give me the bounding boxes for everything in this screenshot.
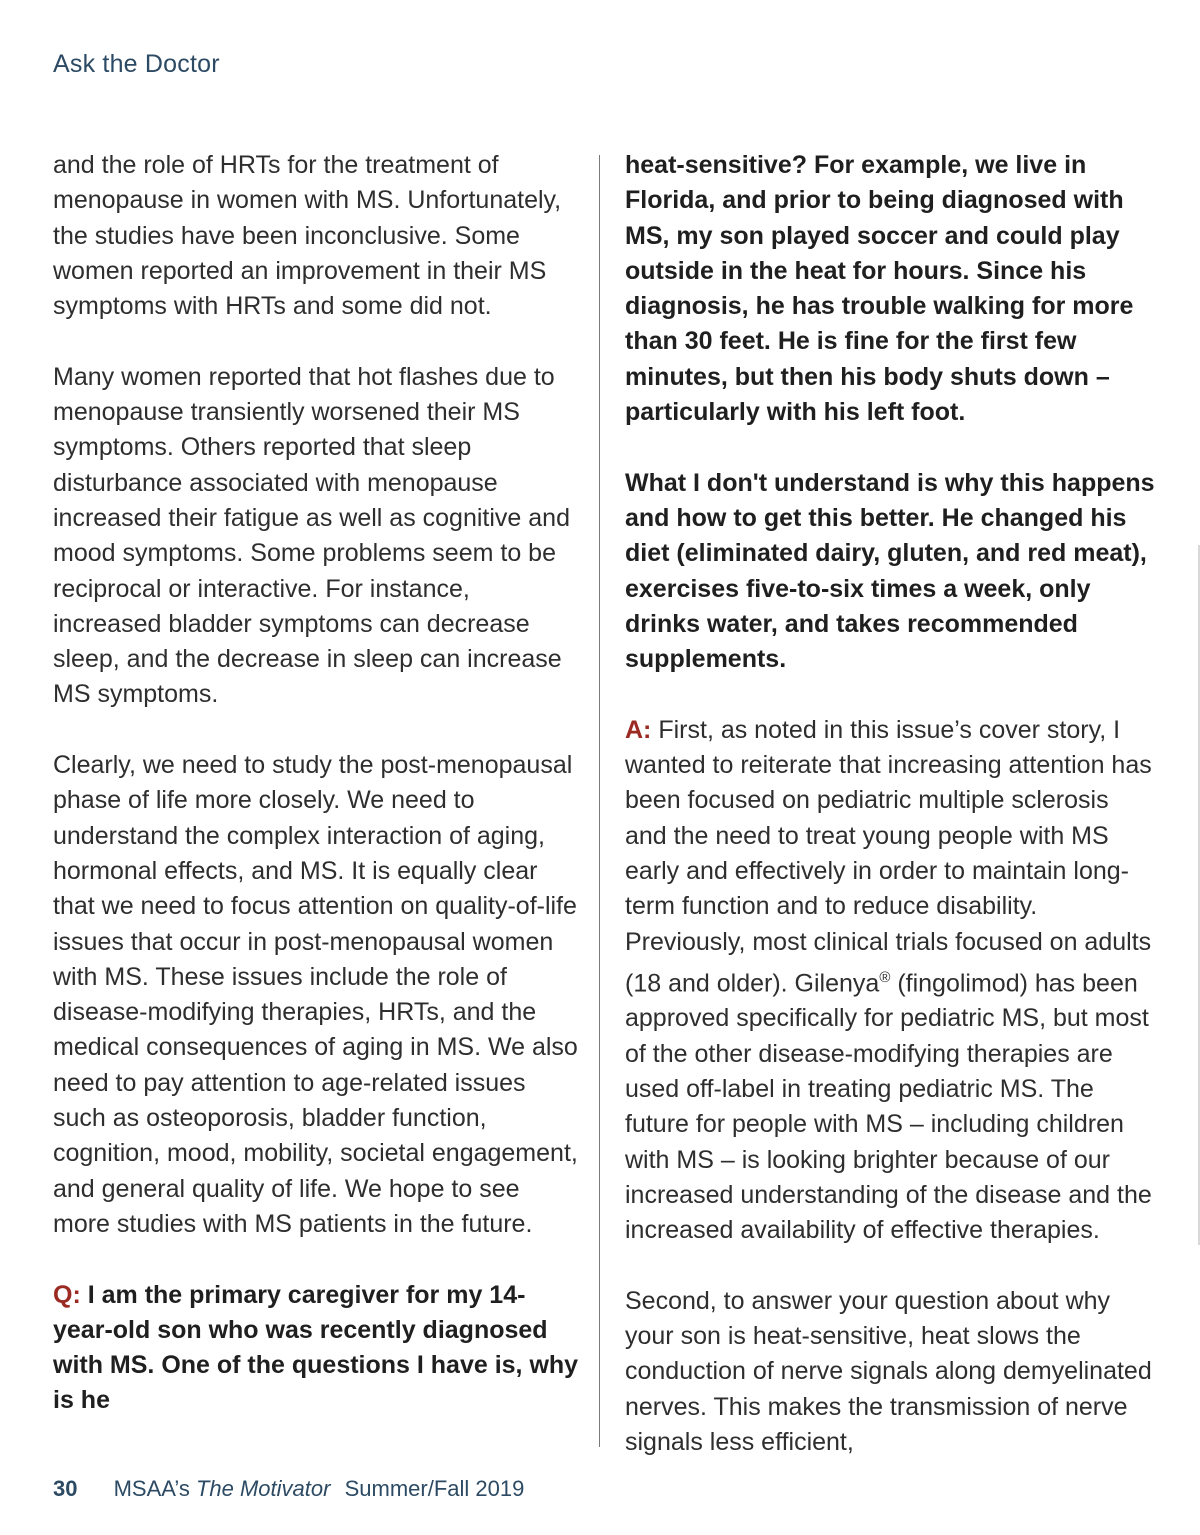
answer-marker: A: [625,715,652,744]
question-continuation: heat-sensitive? For example, we live in Florida, and prior to being diagnosed with MS, my son played soccer and could play outside in the heat for hours. Since his diagnosis, he has trouble walking for more than 30 feet. He is fine for the first few minutes, but then his body shuts down – particularly with his left foot. [625,151,1134,427]
publisher-name: MSAA’s [113,1476,190,1501]
question-marker: Q: [53,1280,81,1309]
page-number: 30 [53,1476,78,1501]
column-divider [599,155,600,1447]
question-paragraph-2: What I don't understand is why this happens and how to get this better. He changed his diet (eliminated dairy, gluten, and red meat), exercises five-to-six times a week, only drinks water, and takes recommended supplements. [625,468,1155,674]
question-paragraph [53,1278,583,1419]
question-text-start: I am the primary caregiver for my 14-year-old son who was recently diagnosed with MS. One of the questions I have is, why is he [53,1280,579,1415]
magazine-title: The Motivator [195,1476,331,1501]
answer-text-1b: (fingolimod) has been approved specifically for pediatric MS, but most of the other disease-modifying therapies are used off-label in treating pediatric MS. The future for people with MS – including children with MS – is looking brighter because of our increased understanding of the disease and the increased availability of effective therapies. [625,969,1152,1245]
issue-label: Summer/Fall 2019 [344,1476,525,1501]
registered-mark: ® [879,968,891,986]
left-paragraph-2: Many women reported that hot flashes due to menopause transiently worsened their MS symptoms. Others reported that sleep disturbance associated with menopause increased their fatigue as well as cognitive and mood symptoms. Some problems seem to be reciprocal or interactive. For instance, increased bladder symptoms can decrease sleep, and the decrease in sleep can increase MS symptoms. [53,362,570,709]
page-footer [53,1476,524,1502]
section-label: Ask the Doctor [53,50,220,78]
right-column [625,148,1155,1496]
left-column [53,148,583,1419]
left-paragraph-1: and the role of HRTs for the treatment of menopause in women with MS. Unfortunately, the studies have been inconclusive. Some women reported an improvement in their MS symptoms with HRTs and some did not. [53,151,562,321]
answer-text-1a: First, as noted in this issue’s cover story, I wanted to reiterate that increasing attention has been focused on pediatric multiple sclerosis and the need to treat young people with MS early and effectively in order to maintain long-term function and to reduce disability. Previously, most clinical trials focused on adults (18 and older). Gilenya [625,715,1152,998]
answer-paragraph-2: Second, to answer your question about why your son is heat-sensitive, heat slows the conduction of nerve signals along demyelinated nerves. This makes the transmission of nerve signals less efficient, [625,1286,1152,1457]
answer-paragraph-1 [625,713,1155,1249]
left-paragraph-3: Clearly, we need to study the post-menopausal phase of life more closely. We need to understand the complex interaction of aging, hormonal effects, and MS. It is equally clear that we need to focus attention on quality-of-life issues that occur in post-menopausal women with MS. These issues include the role of disease-modifying therapies, HRTs, and the medical consequences of aging in MS. We also need to pay attention to age-related issues such as osteoporosis, bladder function, cognition, mood, mobility, societal engagement, and general quality of life. We hope to see more studies with MS patients in the future. [53,751,578,1238]
